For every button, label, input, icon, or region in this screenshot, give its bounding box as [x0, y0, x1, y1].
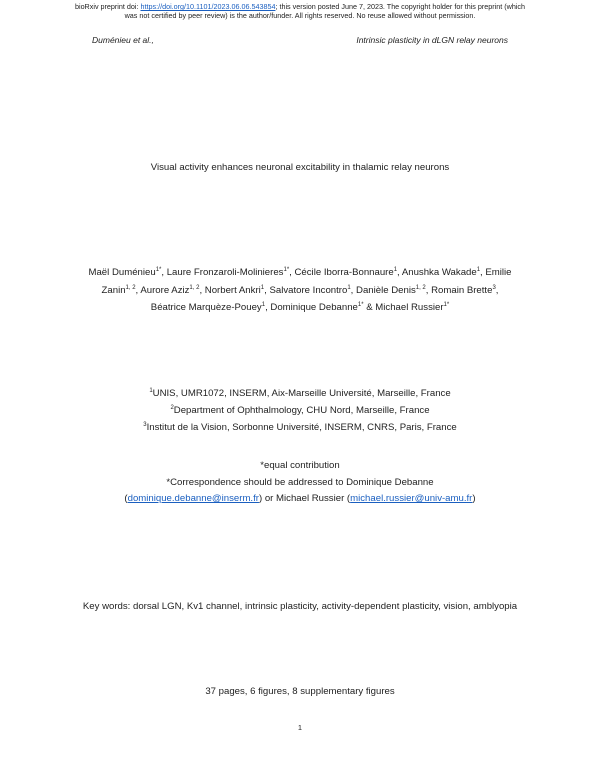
author-affiliation-marker: 1* [357, 302, 364, 308]
affiliation-marker: 3 [143, 422, 147, 428]
author-affiliation-marker: 1* [283, 267, 290, 273]
author-affiliation-marker: 1* [155, 267, 162, 273]
preprint-notice-line-2: was not certified by peer review) is the author/funder. All rights reserved. No reuse allowed without permission. [124, 10, 476, 20]
page-number: 1 [297, 723, 303, 732]
affiliation-text: UNIS, UMR1072, INSERM, Aix-Marseille Université, Marseille, France [152, 388, 451, 399]
author-affiliation-marker: 1 [347, 284, 351, 291]
paren-close: ) [472, 493, 476, 504]
affiliation-marker: 2 [170, 405, 174, 411]
author-name: Salvatore Incontro [269, 284, 348, 296]
author-affiliation-marker: 1 [260, 284, 265, 291]
author-name: Romain Brette [431, 284, 493, 296]
author-name: Aurore Aziz [140, 284, 190, 296]
email-separator: ) or Michael Russier ( [258, 493, 351, 504]
author-separator: , [397, 267, 402, 278]
author-affiliation-marker: 1, 2 [415, 284, 426, 291]
author-separator: , [480, 267, 486, 278]
author-affiliation-marker: 1, 2 [189, 284, 200, 291]
affiliation-3 [0, 422, 600, 433]
author-separator: , [289, 267, 295, 278]
author-name: Anushka Wakade [401, 267, 477, 278]
correspondence-emails [0, 493, 600, 504]
author-affiliation-marker: 3 [492, 284, 496, 291]
author-affiliation-marker: 1* [443, 302, 450, 308]
paren-open: ( [124, 493, 128, 504]
paper-title: Visual activity enhances neuronal excitability in thalamic relay neurons [150, 162, 450, 173]
author-name: Dominique Debanne [270, 302, 358, 313]
author-name: Maël Duménieu [88, 267, 156, 278]
author-name: Cécile Iborra-Bonnaure [294, 267, 394, 278]
author-name: Béatrice Marquèze-Pouey [150, 302, 262, 313]
equal-contribution-note: *equal contribution [260, 460, 340, 471]
affiliation-text: Department of Ophthalmology, CHU Nord, Marseille, France [173, 405, 430, 416]
running-header-title: Intrinsic plasticity in dLGN relay neurons [356, 35, 508, 45]
email-link-debanne[interactable]: dominique.debanne@inserm.fr [127, 493, 259, 504]
author-separator: & [363, 302, 376, 313]
keywords: Key words: dorsal LGN, Kv1 channel, intrinsic plasticity, activity-dependent plasticity, vision, amblyopia [82, 601, 518, 612]
author-separator: , [495, 284, 499, 296]
author-separator: , [161, 267, 167, 278]
correspondence-line: *Correspondence should be addressed to Dominique Debanne [166, 477, 434, 488]
author-name: Emilie Zanin [101, 267, 512, 296]
author-separator: , [425, 284, 432, 296]
author-affiliation-marker: 1 [261, 302, 266, 308]
author-separator: , [350, 284, 357, 296]
affiliation-1 [0, 388, 600, 399]
running-header-authors: Duménieu et al., [92, 35, 154, 45]
email-link-russier[interactable]: michael.russier@univ-amu.fr [350, 493, 473, 504]
author-name: Danièle Denis [356, 284, 416, 296]
preprint-prefix: bioRxiv preprint doi: [74, 2, 141, 11]
affiliation-text: Institut de la Vision, Sorbonne Université, INSERM, CNRS, Paris, France [146, 422, 457, 433]
author-affiliation-marker: 1 [393, 267, 398, 273]
author-name: Laure Fronzaroli-Molinieres [166, 267, 284, 278]
author-separator: , [265, 302, 271, 313]
author-affiliation-marker: 1 [476, 267, 481, 273]
author-separator: , [199, 284, 205, 296]
author-name: Michael Russier [375, 302, 444, 313]
page-count: 37 pages, 6 figures, 8 supplementary figures [205, 686, 395, 697]
affiliation-marker: 1 [149, 388, 153, 394]
author-separator: , [264, 284, 270, 296]
preprint-line1-rest: ; this version posted June 7, 2023. The copyright holder for this preprint (which [275, 2, 526, 11]
author-name: Norbert Ankri [204, 284, 261, 296]
affiliation-2 [0, 405, 600, 416]
doi-link[interactable]: https://doi.org/10.1101/2023.06.06.543854 [140, 2, 276, 11]
preprint-notice [0, 3, 600, 20]
author-list [86, 264, 514, 317]
author-separator: , [135, 284, 141, 296]
author-affiliation-marker: 1, 2 [125, 284, 136, 291]
